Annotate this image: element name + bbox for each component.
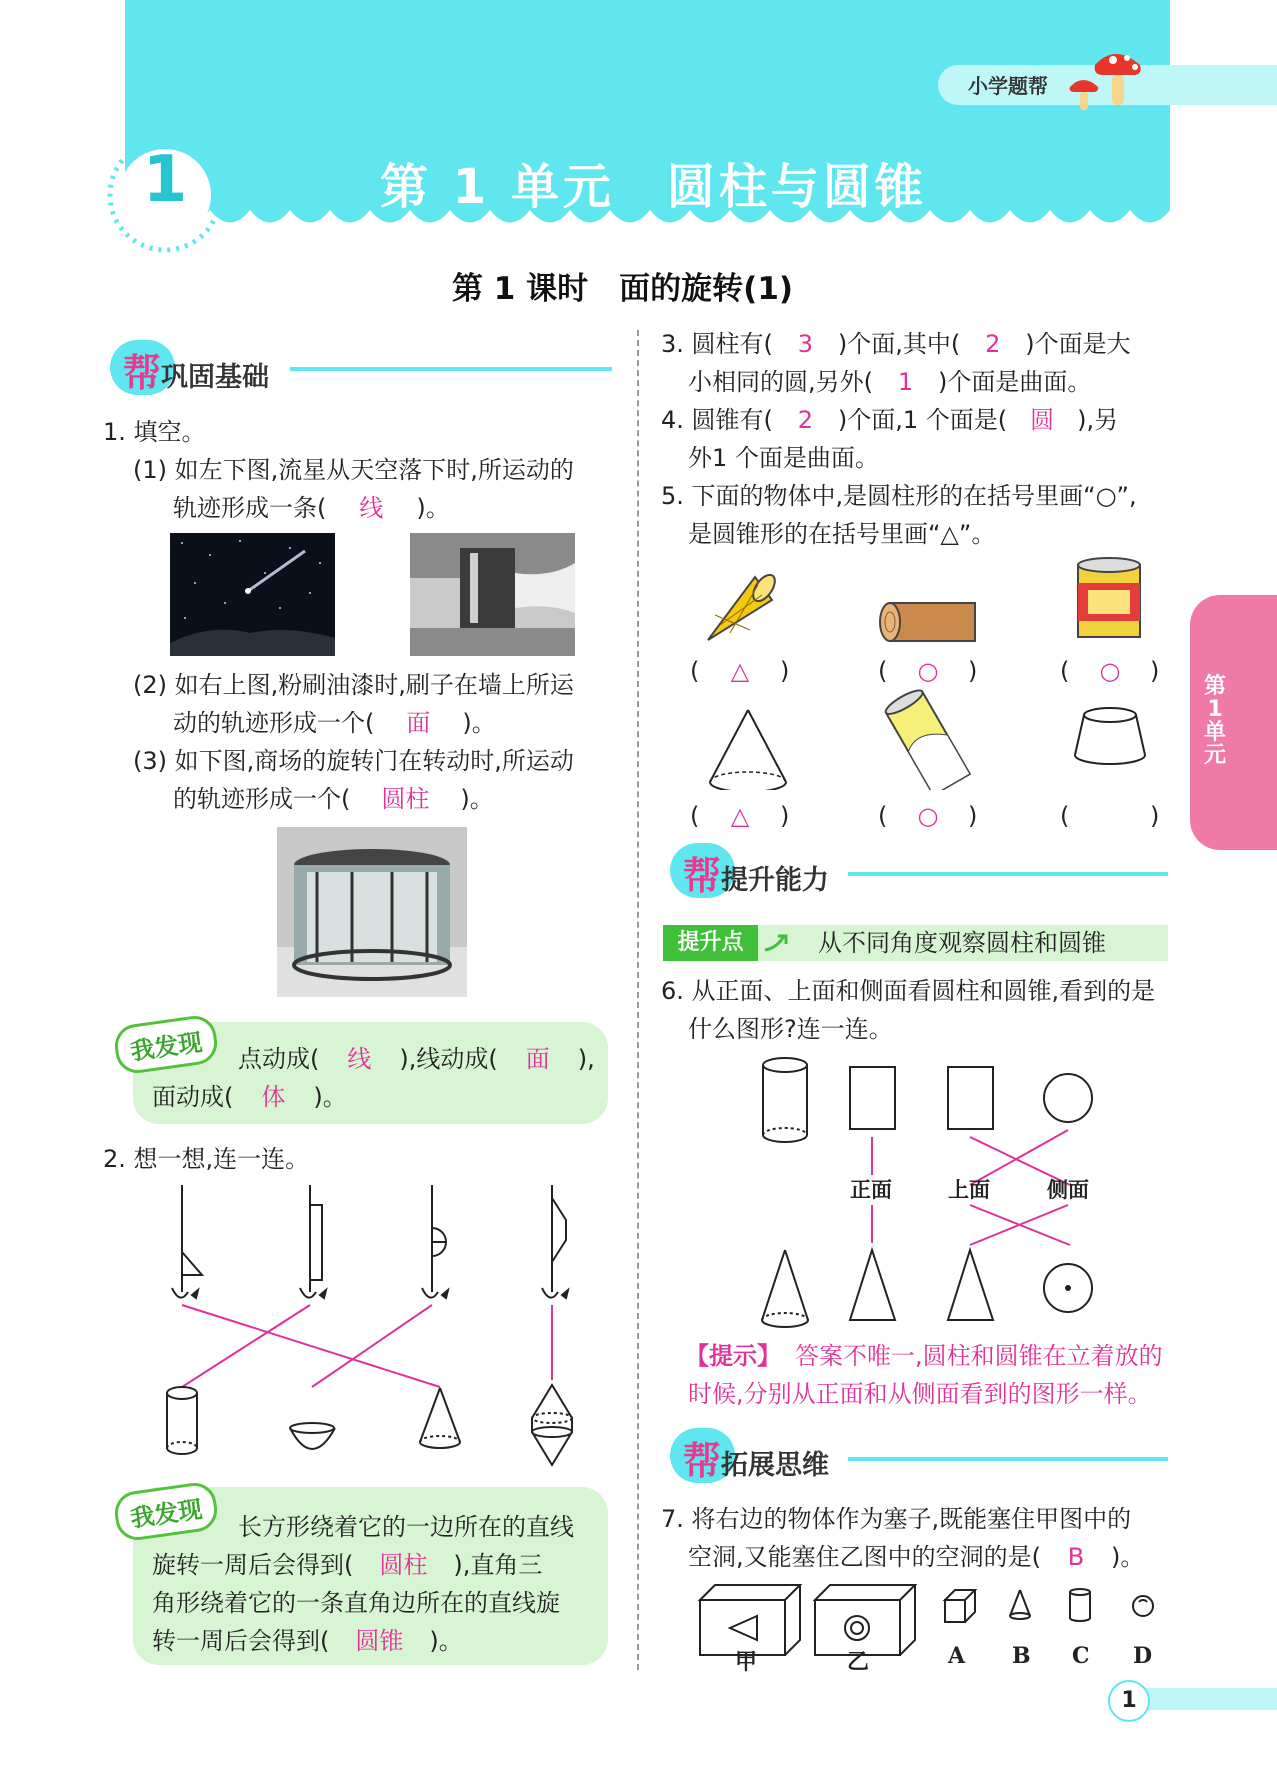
- text: 转一周后会得到(: [152, 1627, 330, 1655]
- answer: ○: [917, 802, 939, 830]
- answer: △: [730, 657, 750, 685]
- q1-part1-line2: [173, 489, 450, 527]
- q7-label-b: B: [1012, 1643, 1031, 1669]
- page-number: 1: [1108, 1680, 1150, 1722]
- answer: 圆柱: [381, 785, 430, 813]
- text: 轨迹形成一条(: [173, 494, 327, 522]
- q1-part2-line2: [173, 704, 496, 742]
- paren: (: [690, 802, 700, 830]
- answer: 1: [897, 368, 914, 396]
- section-label: 巩固基础: [161, 362, 270, 393]
- q7-label-jia: 甲: [735, 1650, 758, 1675]
- paren: ): [780, 657, 790, 685]
- side-tab-char: 元: [1203, 743, 1226, 768]
- answer: 2: [985, 330, 1001, 358]
- section-improve-title: [683, 845, 829, 900]
- bang-char: 帮: [683, 854, 722, 898]
- text: 动的轨迹形成一个(: [173, 709, 375, 737]
- q6-tip-line2: 时候,分别从正面和从侧面看到的图形一样。: [688, 1380, 1152, 1408]
- discovery-tag: 我发现: [112, 1480, 220, 1543]
- text: ),: [577, 1045, 595, 1073]
- tip-text: 答案不唯一,圆柱和圆锥在立着放的: [795, 1342, 1163, 1370]
- side-tab-char: 1: [1207, 697, 1223, 722]
- discovery-2-line2: [152, 1546, 542, 1584]
- q6-tip-line1: [685, 1337, 1163, 1375]
- q1-part2-line1: (2) 如右上图,粉刷油漆时,刷子在墙上所运: [133, 671, 574, 699]
- discovery-tag: 我发现: [112, 1013, 220, 1076]
- brand-name: 小学题帮: [968, 74, 1048, 98]
- answer: ○: [917, 657, 939, 685]
- section-rule: [848, 1457, 1168, 1461]
- q1-part3-line2: [173, 780, 494, 818]
- tip-tag: 【提示】: [685, 1342, 781, 1370]
- view-label-side: 侧面: [1047, 1178, 1089, 1202]
- paren: (: [690, 657, 700, 685]
- text: 4. 圆锥有(: [661, 406, 773, 434]
- text: )个面是曲面。: [938, 368, 1092, 396]
- paren: (: [878, 802, 888, 830]
- q1-part1-line1: (1) 如左下图,流星从天空落下时,所运动的: [133, 456, 574, 484]
- answer: 面: [525, 1045, 550, 1073]
- q7-line1: 7. 将右边的物体作为塞子,既能塞住甲图中的: [661, 1505, 1132, 1533]
- lesson-title: 第 1 课时 面的旋转(1): [452, 271, 794, 307]
- answer: 2: [797, 406, 814, 434]
- text: ),另: [1077, 406, 1119, 434]
- section-label: 拓展思维: [721, 1450, 830, 1481]
- side-tab-text: [1190, 675, 1240, 767]
- text: )。: [416, 494, 450, 522]
- answer: 圆柱: [379, 1551, 428, 1579]
- q5-line1: 5. 下面的物体中,是圆柱形的在括号里画“○”,: [661, 482, 1137, 510]
- q2-rotation-diagram: [140, 1180, 600, 1470]
- q1-stem: 1. 填空。: [103, 418, 206, 446]
- discovery-2-line3: 角形绕着它的一条直角边所在的直线旋: [152, 1589, 560, 1617]
- paren: (: [1060, 802, 1070, 830]
- answer: 线: [347, 1045, 372, 1073]
- bang-char: 帮: [123, 351, 162, 395]
- q7-label-a: A: [948, 1643, 966, 1669]
- text: 面动成(: [152, 1083, 234, 1111]
- q2-stem: 2. 想一想,连一连。: [103, 1145, 310, 1173]
- revolving-door-photo: [277, 827, 467, 997]
- q4-line2: 外1 个面是曲面。: [688, 444, 879, 472]
- text: )。: [429, 1627, 463, 1655]
- q4-line1: [661, 401, 1118, 439]
- answer: ○: [1099, 657, 1121, 685]
- text: 的轨迹形成一个(: [173, 785, 351, 813]
- q7-diagram: [695, 1580, 1165, 1670]
- view-label-top: 上面: [948, 1178, 990, 1202]
- text: 旋转一周后会得到(: [152, 1551, 354, 1579]
- q6-line2: 什么图形?连一连。: [688, 1015, 893, 1043]
- text: )。: [460, 785, 494, 813]
- discovery-1-line2: [152, 1078, 347, 1116]
- q5-line2: 是圆锥形的在括号里画“△”。: [688, 520, 996, 548]
- answer: B: [1067, 1543, 1085, 1571]
- text: )。: [462, 709, 496, 737]
- text: 小相同的圆,另外(: [688, 368, 873, 396]
- unit-badge-number: 1: [142, 143, 188, 217]
- text: )个面,其中(: [837, 330, 961, 358]
- answer: 3: [797, 330, 814, 358]
- text: ),线动成(: [399, 1045, 498, 1073]
- q7-label-d: D: [1133, 1643, 1153, 1669]
- paren: ): [968, 802, 978, 830]
- unit-title: 第 1 单元 圆柱与圆锥: [380, 159, 927, 215]
- meteor-photo: [170, 533, 335, 656]
- text: ),直角三: [453, 1551, 543, 1579]
- section-rule: [290, 367, 612, 371]
- text: 空洞,又能塞住乙图中的空洞的是(: [688, 1543, 1041, 1571]
- paren: ): [780, 802, 790, 830]
- column-divider: [637, 330, 639, 1670]
- side-tab-char: 单: [1203, 720, 1226, 745]
- answer: 圆: [1030, 406, 1055, 434]
- discovery-2-line4: [152, 1622, 463, 1660]
- q7-label-yi: 乙: [847, 1650, 870, 1675]
- q1-part3-line1: (3) 如下图,商场的旋转门在转动时,所运动: [133, 747, 574, 775]
- paren: (: [1060, 657, 1070, 685]
- paren: ): [968, 657, 978, 685]
- answer: 体: [261, 1083, 286, 1111]
- paren: ): [1150, 802, 1160, 830]
- discovery-1-line1: [238, 1040, 595, 1078]
- q3-line2: [688, 363, 1091, 401]
- q7-label-c: C: [1072, 1643, 1090, 1669]
- section-label: 提升能力: [721, 865, 830, 896]
- point-tag: 提升点: [663, 925, 758, 961]
- paren: (: [878, 657, 888, 685]
- q3-line1: [661, 325, 1131, 363]
- point-text: 从不同角度观察圆柱和圆锥: [818, 929, 1106, 957]
- q6-line1: 6. 从正面、上面和侧面看圆柱和圆锥,看到的是: [661, 977, 1156, 1005]
- text: )个面是大: [1025, 330, 1131, 358]
- page-number-strip: [1130, 1688, 1277, 1710]
- text: 3. 圆柱有(: [661, 330, 773, 358]
- arrow-icon: [762, 930, 792, 956]
- answer: 面: [406, 709, 431, 737]
- section-basic-title: [123, 342, 269, 397]
- text: )。: [313, 1083, 347, 1111]
- side-tab-char: 第: [1203, 674, 1226, 699]
- text: )。: [1111, 1543, 1145, 1571]
- section-rule: [848, 872, 1168, 876]
- answer: 圆锥: [355, 1627, 404, 1655]
- text: 点动成(: [238, 1045, 320, 1073]
- q7-line2: [688, 1538, 1144, 1576]
- answer: △: [730, 802, 750, 830]
- paren: ): [1150, 657, 1160, 685]
- paint-brush-photo: [410, 533, 575, 656]
- answer: 线: [359, 494, 384, 522]
- text: )个面,1 个面是(: [837, 406, 1008, 434]
- view-label-front: 正面: [850, 1178, 892, 1202]
- section-expand-title: [683, 1430, 829, 1485]
- bang-char: 帮: [683, 1439, 722, 1483]
- discovery-2-line1: 长方形绕着它的一边所在的直线: [238, 1513, 574, 1541]
- mushroom-icon: [1065, 45, 1155, 115]
